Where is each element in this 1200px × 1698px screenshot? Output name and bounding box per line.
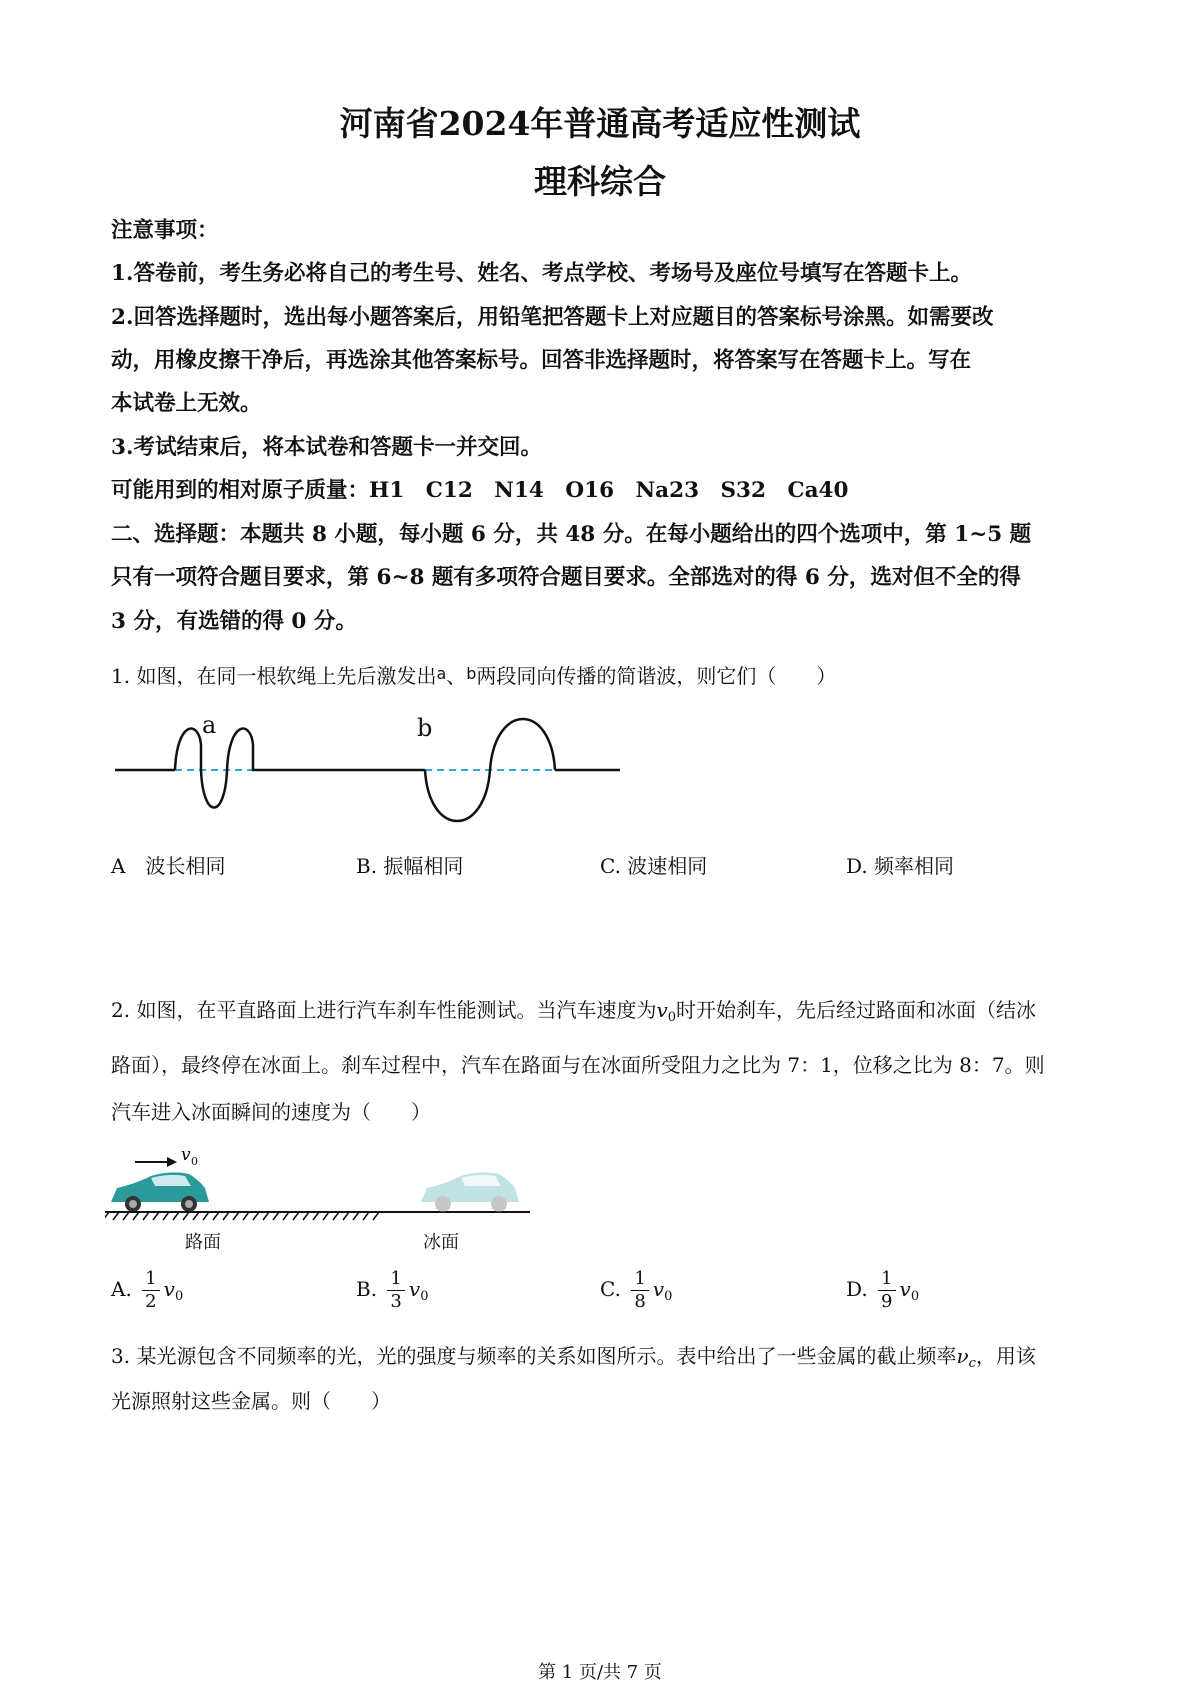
q2-option-c-den: 8 xyxy=(634,1291,646,1312)
q1-option-a[interactable]: A 波长相同 xyxy=(111,854,226,878)
q1-option-d[interactable]: D. 频率相同 xyxy=(846,854,955,878)
q1-stem-end: 两段同向传播的简谐波，则它们（ ） xyxy=(476,664,837,688)
q1-option-b[interactable]: B. 振幅相同 xyxy=(356,854,464,878)
page-number: 第 1 页/共 7 页 xyxy=(538,1662,662,1683)
q2-option-a-sub: 0 xyxy=(174,1289,184,1304)
q3-nu-sub: c xyxy=(968,1356,976,1371)
q2-car-figure xyxy=(105,1140,535,1260)
section-line-1: 二、选择题：本题共 8 小题，每小题 6 分，共 48 分。在每小题给出的四个选项中，第 1~5 题 xyxy=(111,522,1032,547)
q2-option-b-v: v xyxy=(408,1277,421,1301)
page-subtitle: 理科综合 xyxy=(534,162,666,201)
page-title: 河南省2024年普通高考适应性测试 xyxy=(339,104,861,143)
section-line-3: 3 分，有选错的得 0 分。 xyxy=(111,609,357,634)
q2-option-d-sub: 0 xyxy=(910,1289,920,1304)
q2-option-c[interactable] xyxy=(600,1268,672,1313)
q2-option-b[interactable] xyxy=(356,1268,428,1313)
q3-stem-tail: ，用该 xyxy=(975,1344,1036,1368)
q2-option-d-num: 1 xyxy=(878,1268,895,1291)
q2-option-b-letter: B. xyxy=(356,1277,378,1301)
atomic-mass-line: 可能用到的相对原子质量：H1 C12 N14 O16 Na23 S32 Ca40 xyxy=(111,478,849,503)
figure-v-sub: 0 xyxy=(191,1155,198,1168)
notice-item-2-line-1: 2.回答选择题时，选出每小题答案后，用铅笔把答题卡上对应题目的答案标号涂黑。如需要改 xyxy=(111,305,994,330)
q2-option-c-sub: 0 xyxy=(664,1289,673,1304)
q2-stem-line-2: 路面），最终停在冰面上。刹车过程中，汽车在路面与在冰面所受阻力之比为 7：1，位移之比为 8：7。则 xyxy=(111,1053,1045,1077)
q3-nu-var: ν xyxy=(956,1344,969,1368)
car-icon xyxy=(111,1172,209,1212)
q3-stem-line-1 xyxy=(111,1340,1036,1371)
q3-stem-line-2: 光源照射这些金属。则（ ） xyxy=(111,1389,391,1413)
q1-separator: 、 xyxy=(446,664,467,688)
wave-a-label: a xyxy=(202,711,217,739)
q2-option-c-letter: C. xyxy=(600,1277,621,1301)
q1-wave-b-ref: b xyxy=(466,664,477,683)
wave-b-label: b xyxy=(417,714,433,742)
q3-stem-start: 3. 某光源包含不同频率的光，光的强度与频率的关系如图所示。表中给出了一些金属的截止频率 xyxy=(111,1344,957,1368)
q2-option-a-num: 1 xyxy=(142,1268,159,1291)
q2-option-b-den: 3 xyxy=(390,1291,402,1312)
figure-v-label: v xyxy=(181,1145,191,1165)
road-hatching xyxy=(105,1212,379,1220)
car-faded-icon xyxy=(421,1172,519,1212)
q2-stem-start: 2. 如图，在平直路面上进行汽车刹车性能测试。当汽车速度为 xyxy=(111,998,657,1022)
notice-item-2-line-2: 动，用橡皮擦干净后，再选涂其他答案标号。回答非选择题时，将答案写在答题卡上。写在 xyxy=(111,348,972,373)
q2-option-d-letter: D. xyxy=(846,1277,868,1301)
q2-option-a-fraction xyxy=(142,1268,159,1313)
q2-option-b-fraction xyxy=(387,1268,404,1313)
q2-option-a-den: 2 xyxy=(145,1291,157,1312)
q1-wave-a-ref: a xyxy=(436,664,447,683)
q2-option-c-v: v xyxy=(652,1277,665,1301)
q2-option-d-v: v xyxy=(899,1277,911,1301)
wave-a xyxy=(175,729,275,808)
q2-stem-line-3: 汽车进入冰面瞬间的速度为（ ） xyxy=(111,1100,431,1124)
q1-stem-start: 1. 如图，在同一根软绳上先后激发出 xyxy=(111,664,437,688)
q2-option-a-v: v xyxy=(163,1277,175,1301)
notice-heading: 注意事项： xyxy=(111,218,219,243)
q2-option-d-fraction xyxy=(878,1268,895,1313)
notice-item-2-line-3: 本试卷上无效。 xyxy=(111,391,262,416)
notice-item-3: 3.考试结束后，将本试卷和答题卡一并交回。 xyxy=(111,435,542,460)
q2-option-a-letter: A. xyxy=(111,1277,132,1301)
ice-label: 冰面 xyxy=(423,1232,459,1253)
q2-option-d[interactable] xyxy=(846,1268,919,1313)
q1-option-c[interactable]: C. 波速相同 xyxy=(600,854,708,878)
q2-option-a[interactable] xyxy=(111,1268,183,1313)
arrow-head-icon xyxy=(167,1157,177,1167)
notice-item-1: 1.答卷前，考生务必将自己的考生号、姓名、考点学校、考场号及座位号填写在答题卡上。 xyxy=(111,261,972,286)
q2-option-d-den: 9 xyxy=(881,1291,893,1312)
q2-stem-line-1-visible xyxy=(111,994,1036,1025)
q1-wave-figure xyxy=(105,700,625,840)
q2-option-b-num: 1 xyxy=(387,1268,404,1291)
q2-v0-sub: 0 xyxy=(667,1010,677,1025)
q1-stem xyxy=(111,660,836,689)
road-label: 路面 xyxy=(185,1232,221,1253)
q2-v0-var: v xyxy=(656,998,668,1022)
q2-option-c-fraction xyxy=(631,1268,648,1313)
section-line-2: 只有一项符合题目要求，第 6~8 题有多项符合题目要求。全部选对的得 6 分，选对但不全的得 xyxy=(111,565,1021,590)
q2-stem-end: 时开始刹车，先后经过路面和冰面（结冰 xyxy=(676,998,1037,1022)
q2-option-b-sub: 0 xyxy=(420,1289,429,1304)
q2-option-c-num: 1 xyxy=(631,1268,648,1291)
